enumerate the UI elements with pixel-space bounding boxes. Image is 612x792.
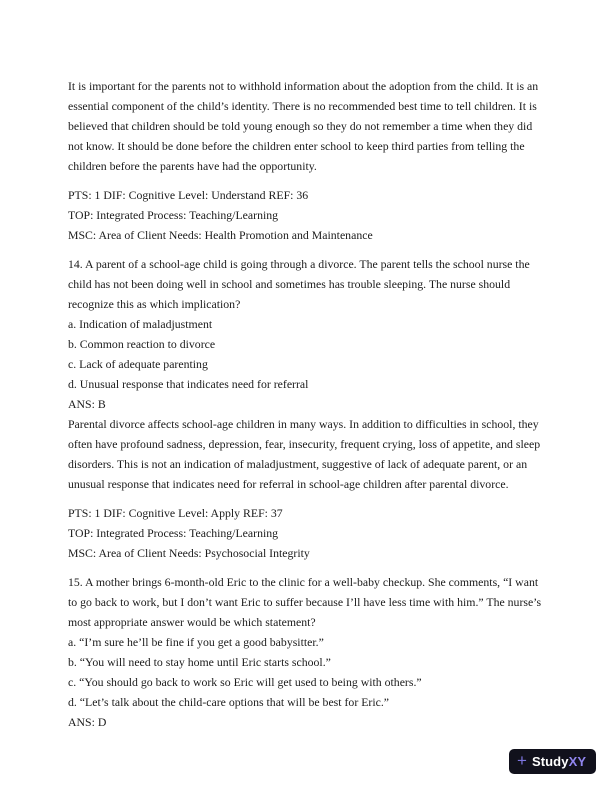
studyxy-logo xyxy=(509,749,596,774)
question-15-option-c: c. “You should go back to work so Eric will get used to being with others.” xyxy=(68,675,422,689)
meta-msc-line: MSC: Area of Client Needs: Psychosocial Integrity xyxy=(68,546,310,560)
question-14-option-a: a. Indication of maladjustment xyxy=(68,317,213,331)
question-14-option-c: c. Lack of adequate parenting xyxy=(68,357,208,371)
question-14-block xyxy=(68,254,547,494)
question-15-option-d: d. “Let’s talk about the child-care options that will be best for Eric.” xyxy=(68,695,390,709)
question-15-stem: 15. A mother brings 6-month-old Eric to the clinic for a well-baby checkup. She comments, “I want to go back to work, but I don’t want Eric to suffer because I’ll have less time with him.” The nurse’s most appropriate answer would be which statement? xyxy=(68,575,542,629)
question-14-option-b: b. Common reaction to divorce xyxy=(68,337,216,351)
question-15-option-a: a. “I’m sure he’ll be fine if you get a good babysitter.” xyxy=(68,635,324,649)
logo-brand-primary: Study xyxy=(531,754,569,769)
studyxy-logo-text xyxy=(532,755,586,768)
meta-pts-line: PTS: 1 DIF: Cognitive Level: Apply REF: 37 xyxy=(68,506,283,520)
question-14-stem: 14. A parent of a school-age child is going through a divorce. The parent tells the school nurse the child has not been doing well in school and sometimes has trouble sleeping. The nurse should recognize this as which implication? xyxy=(68,257,530,311)
logo-brand-accent: XY xyxy=(568,754,587,769)
meta-top-line: TOP: Integrated Process: Teaching/Learning xyxy=(68,208,279,222)
document-content xyxy=(68,76,547,732)
meta-top-line: TOP: Integrated Process: Teaching/Learning xyxy=(68,526,279,540)
intro-rationale-paragraph: It is important for the parents not to withhold information about the adoption from the child. It is an essential component of the child’s identity. There is no recommended best time to tell children. It is believed that children should be told young enough so they do not remember a time when they did not know. It should be done before the children enter school to keep third parties from telling the children before the parents have had the opportunity. xyxy=(68,79,539,173)
meta-pts-line: PTS: 1 DIF: Cognitive Level: Understand REF: 36 xyxy=(68,188,309,202)
question-15-block xyxy=(68,572,547,732)
question-15-answer: ANS: D xyxy=(68,715,107,729)
question-14-rationale: Parental divorce affects school-age children in many ways. In addition to difficulties in school, they often have profound sadness, depression, fear, insecurity, frequent crying, loss of appetite, and sleep disorders. This is not an indication of maladjustment, suggestive of lack of adequate parent, or an unusual response that indicates need for referral in school-age children after parental divorce. xyxy=(68,417,541,491)
intro-rationale-block xyxy=(68,76,547,176)
question-14-metadata-block xyxy=(68,503,547,563)
question-15-option-b: b. “You will need to stay home until Eric starts school.” xyxy=(68,655,331,669)
question-14-answer: ANS: B xyxy=(68,397,106,411)
question-13-metadata-block xyxy=(68,185,547,245)
question-14-option-d: d. Unusual response that indicates need for referral xyxy=(68,377,309,391)
meta-msc-line: MSC: Area of Client Needs: Health Promotion and Maintenance xyxy=(68,228,373,242)
plus-icon: + xyxy=(517,751,527,770)
